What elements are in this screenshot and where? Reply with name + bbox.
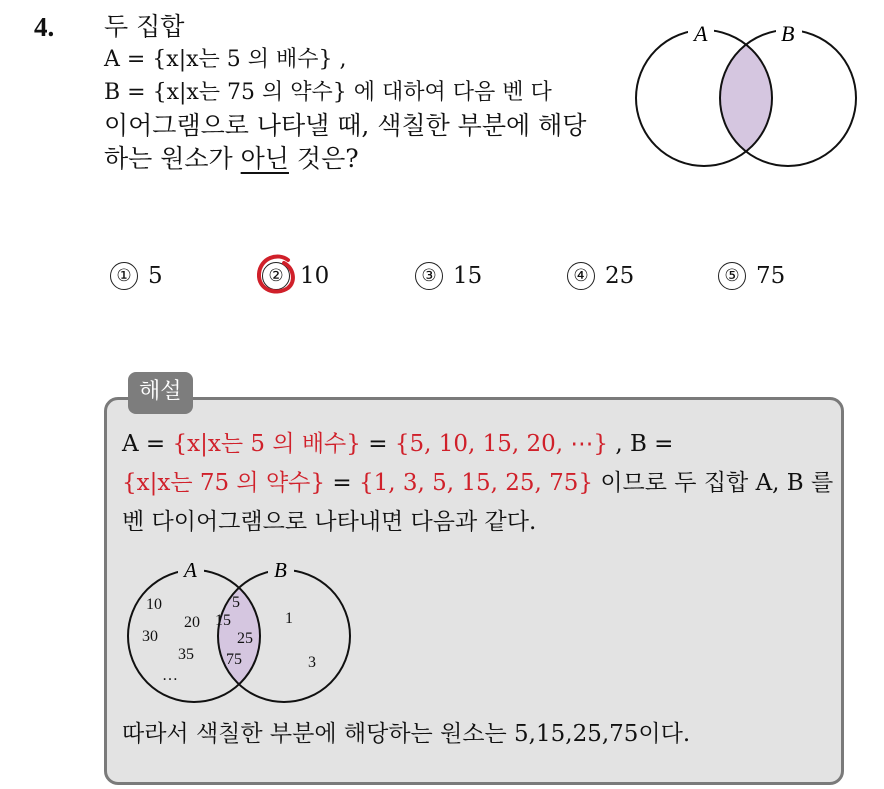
choice-2[interactable] xyxy=(262,258,329,294)
choice-3[interactable] xyxy=(415,258,482,294)
solution-tag: 해설 xyxy=(128,372,193,414)
solution-line xyxy=(122,464,834,503)
solution-part: 이므로 두 집합 A, B 를 xyxy=(593,470,834,496)
choice-4[interactable] xyxy=(567,258,634,294)
element-a-only: … xyxy=(162,667,178,684)
question-text xyxy=(104,10,624,175)
element-a-only: 35 xyxy=(178,646,194,663)
element-a-only: 30 xyxy=(142,628,158,645)
solution-part: A = xyxy=(122,431,173,457)
choice-value: 5 xyxy=(148,263,163,289)
element-a-only: 10 xyxy=(146,596,162,613)
set-a-label: A xyxy=(694,21,708,46)
underlined-word: 아닌 xyxy=(240,144,289,173)
element-both: 25 xyxy=(237,630,253,647)
choice-mark: ④ xyxy=(567,262,595,290)
choice-value: 10 xyxy=(300,263,330,289)
question-line: 두 집합 xyxy=(104,12,185,41)
solution-part: = xyxy=(360,431,395,457)
set-a-label: A xyxy=(184,560,197,582)
question-line: 이어그램으로 나타낼 때, 색칠한 부분에 해당 xyxy=(104,111,587,140)
set-a-definition: {x|x는 5 의 배수} xyxy=(172,431,361,457)
set-a-elements: {5, 10, 15, 20, ⋯} xyxy=(394,431,609,457)
choice-mark: ③ xyxy=(415,262,443,290)
choice-mark: ⑤ xyxy=(718,262,746,290)
answer-choices xyxy=(110,258,830,298)
set-b-label: B xyxy=(274,560,287,582)
solution-line xyxy=(122,425,822,464)
question-text-part: 하는 원소가 xyxy=(104,144,241,173)
solution-line: 벤 다이어그램으로 나타내면 다음과 같다. xyxy=(122,509,537,535)
solution-conclusion: 따라서 색칠한 부분에 해당하는 원소는 5,15,25,75이다. xyxy=(122,721,691,747)
solution-part: = xyxy=(325,470,359,496)
set-b-label: B xyxy=(781,21,795,46)
question-line xyxy=(104,142,624,175)
element-both: 5 xyxy=(232,594,240,611)
choice-value: 15 xyxy=(453,263,483,289)
solution-part: , B = xyxy=(608,431,674,457)
venn-diagram xyxy=(626,18,866,176)
element-b-only: 1 xyxy=(285,610,293,627)
question-number: 4. xyxy=(34,12,55,42)
choice-5[interactable] xyxy=(718,258,785,294)
question-line: A = {x|x는 5 의 배수} , xyxy=(104,47,347,72)
set-b-definition: {x|x는 75 의 약수} xyxy=(122,470,326,496)
solution-text xyxy=(122,425,834,542)
question-line: B = {x|x는 75 의 약수} 에 대하여 다음 벤 다 xyxy=(104,80,552,105)
choice-1[interactable] xyxy=(110,258,163,294)
set-b-elements: {1, 3, 5, 15, 25, 75} xyxy=(358,470,594,496)
element-both: 15 xyxy=(215,612,231,629)
red-circle-mark-icon xyxy=(254,252,300,298)
element-a-only: 20 xyxy=(184,614,200,631)
choice-value: 25 xyxy=(605,263,635,289)
choice-mark: ② xyxy=(262,262,290,290)
element-both: 75 xyxy=(226,651,242,668)
element-b-only: 3 xyxy=(308,654,316,671)
question-text-part: 것은? xyxy=(288,144,359,173)
solution-venn-diagram xyxy=(122,560,362,705)
choice-mark: ① xyxy=(110,262,138,290)
choice-value: 75 xyxy=(756,263,786,289)
